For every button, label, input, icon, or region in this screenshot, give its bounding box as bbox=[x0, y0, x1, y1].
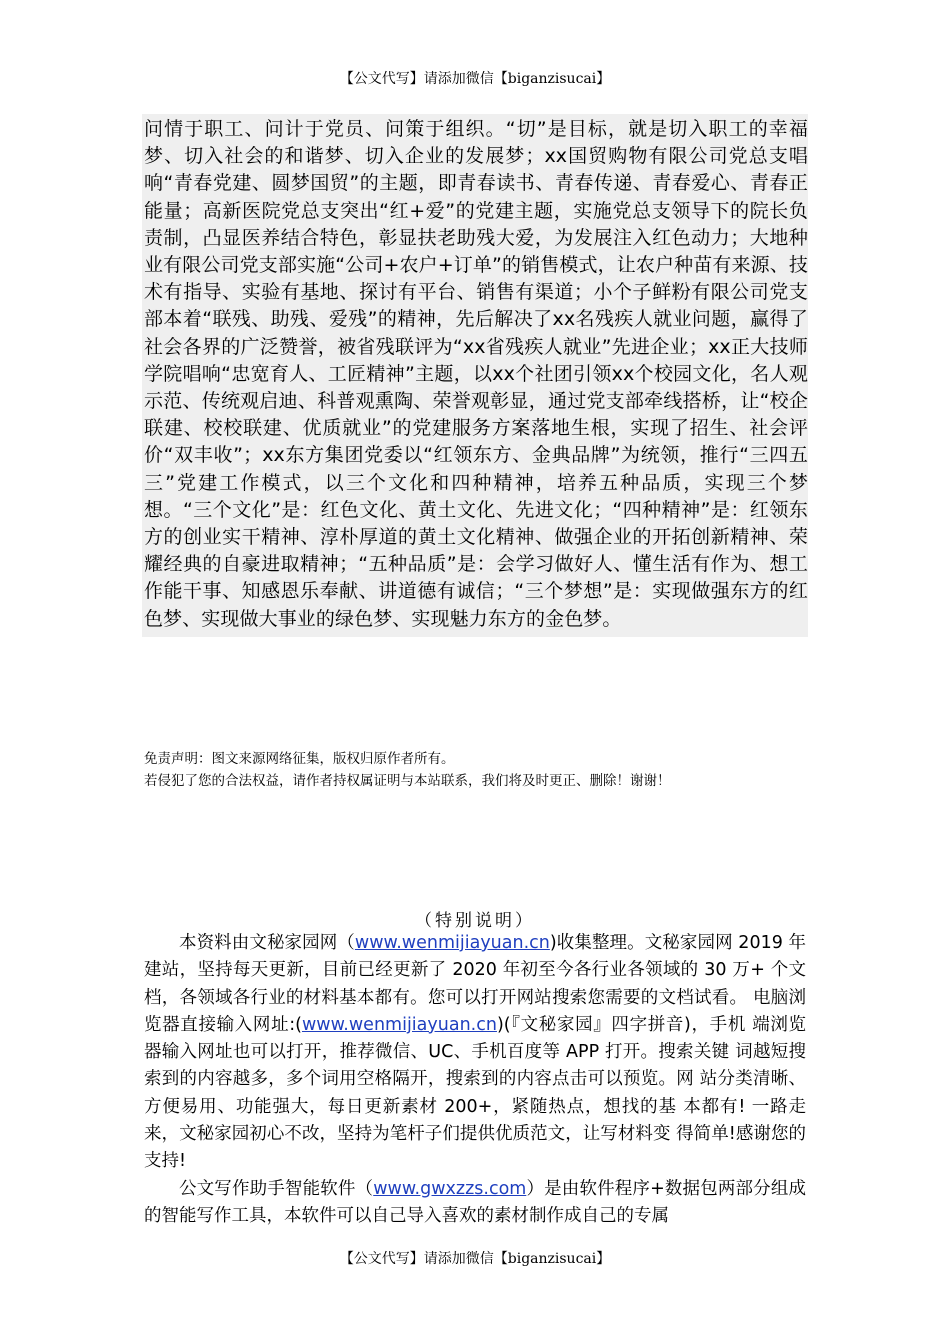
notice-text: )收集整理。文秘家园网 2019 年建站，坚持每天更新，目前已经更新了 2020 年初至今各行业各领域的 30 万+ 个文档，各领域各行业的材料基本都有。您可以打开网站搜索您需要的文档试看。 电脑浏览器直接输入网址:( bbox=[144, 933, 806, 1035]
notice-text: 公文写作助手智能软件（ bbox=[179, 1178, 374, 1199]
main-text-block bbox=[142, 114, 808, 637]
wenmijiayuan-link-2[interactable]: www.wenmijiayuan.cn bbox=[301, 1014, 497, 1035]
notice-title: （特别说明） bbox=[415, 911, 535, 931]
page-footer: 【公文代写】请添加微信【biganzisucai】 bbox=[339, 1251, 611, 1267]
disclaimer-line-1: 免责声明：图文来源网络征集，版权归原作者所有。 bbox=[144, 751, 455, 767]
notice-paragraph-1 bbox=[144, 930, 806, 1176]
notice-section bbox=[144, 930, 806, 1230]
disclaimer bbox=[144, 748, 824, 792]
notice-text: )(『文秘家园』四字拼音)，手机 端浏览器输入网址也可以打开，推荐微信、UC、手机百度等 APP 打开。搜索关键 词越短搜索到的内容越多，多个词用空格隔开，搜索到的内容点击可以预览。网 站分类清晰、方便易用、功能强大，每日更新素材 200+，紧随热点，想找的基 本都有! 一路走来，文秘家园初心不改，坚持为笔杆子们提供优质范文，让写材料变 得简单!感谢您的支持! bbox=[144, 1014, 807, 1172]
notice-text: ）是由软件程序+数据包两部分组成的智能写作工具，本软件可以自己导入喜欢的素材制作成自己的专属 bbox=[144, 1178, 806, 1226]
disclaimer-line-2: 若侵犯了您的合法权益，请作者持权属证明与本站联系，我们将及时更正、删除！谢谢！ bbox=[144, 773, 671, 789]
gwxzzs-link[interactable]: www.gwxzzs.com bbox=[373, 1178, 527, 1199]
page-header: 【公文代写】请添加微信【biganzisucai】 bbox=[339, 71, 611, 87]
main-paragraph: 问情于职工、问计于党员、问策于组织。“切”是目标，就是切入职工的幸福梦、切入社会的和谐梦、切入企业的发展梦；xx国贸购物有限公司党总支唱响“青春党建、圆梦国贸”的主题，即青春读书、青春传递、青春爱心、青春正能量；高新医院党总支突出“红+爱”的党建主题，实施党总支领导下的院长负责制，凸显医养结合特色，彰显扶老助残大爱，为发展注入红色动力；大地种业有限公司党支部实施“公司+农户+订单”的销售模式，让农户种苗有来源、技术有指导、实验有基地、探讨有平台、销售有渠道；小个子鲜粉有限公司党支部本着“联残、助残、爱残”的精神，先后解决了xx名残疾人就业问题，赢得了社会各界的广泛赞誉，被省残联评为“xx省残疾人就业”先进企业；xx正大技师学院唱响“忠宽育人、工匠精神”主题，以xx个社团引领xx个校园文化，名人观示范、传统观启迪、科普观熏陶、荣誉观彰显，通过党支部牵线搭桥，让“校企联建、校校联建、优质就业”的党建服务方案落地生根，实现了招生、社会评价“双丰收”；xx东方集团党委以“红领东方、金典品牌”为统领，推行“三四五三”党建工作模式，以三个文化和四种精神，培养五种品质，实现三个梦想。“三个文化”是：红色文化、黄土文化、先进文化；“四种精神”是：红领东方的创业实干精神、淳朴厚道的黄土文化精神、做强企业的开拓创新精神、荣耀经典的自豪进取精神；“五种品质”是：会学习做好人、懂生活有作为、想工作能干事、知感恩乐奉献、讲道德有诚信；“三个梦想”是：实现做强东方的红色梦、实现做大事业的绿色梦、实现魅力东方的金色梦。 bbox=[144, 118, 808, 630]
notice-text: 本资料由文秘家园网（ bbox=[179, 933, 355, 953]
wenmijiayuan-link[interactable]: www.wenmijiayuan.cn bbox=[354, 933, 550, 953]
notice-paragraph-2 bbox=[144, 1176, 806, 1231]
